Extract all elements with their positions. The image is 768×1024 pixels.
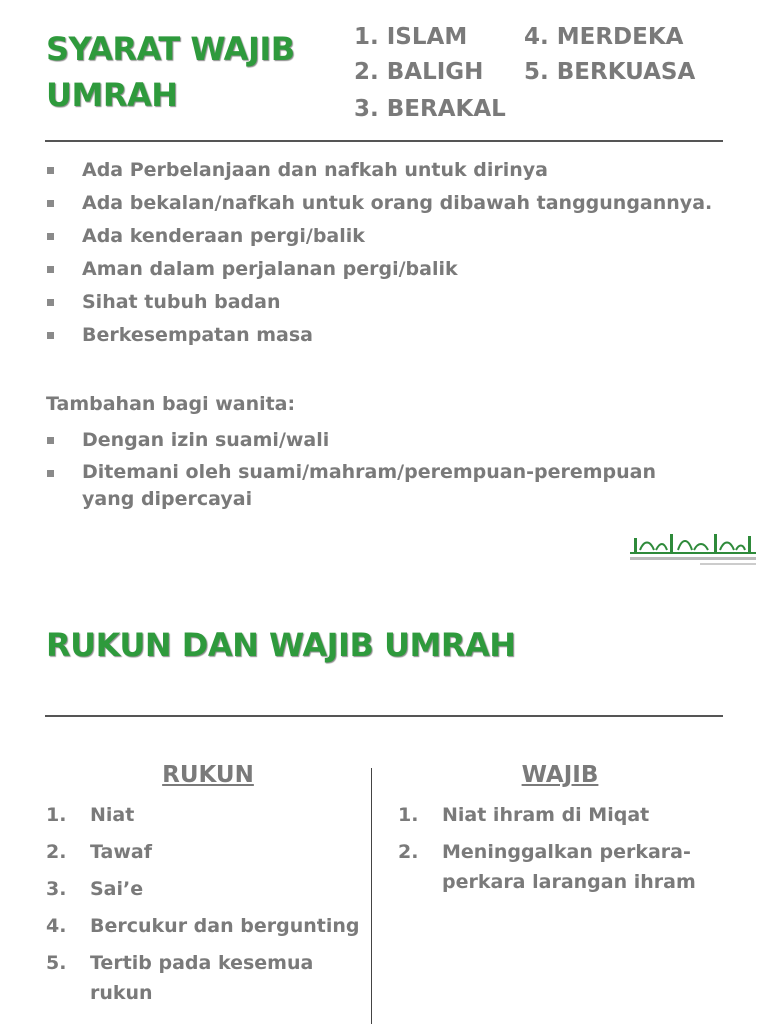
list-item: Ditemani oleh suami/mahram/perempuan-perempuan yang dipercayai bbox=[44, 459, 704, 513]
list-item: 1. Niat ihram di Miqat bbox=[398, 804, 650, 826]
condition-item: 3. BERAKAL bbox=[354, 96, 506, 122]
bullet-square-icon bbox=[47, 200, 54, 207]
rukun-list bbox=[46, 800, 361, 1015]
list-item: 2. Tawaf bbox=[46, 841, 152, 863]
list-item: 4. Bercukur dan bergunting bbox=[46, 915, 360, 937]
list-item: Aman dalam perjalanan pergi/balik bbox=[44, 255, 744, 283]
requirements-list bbox=[44, 156, 744, 354]
women-list bbox=[44, 426, 704, 518]
list-item: Ada Perbelanjaan dan nafkah untuk dirinya bbox=[44, 156, 744, 184]
condition-item: 4. MERDEKA bbox=[524, 24, 684, 50]
bullet-square-icon bbox=[47, 167, 54, 174]
list-item: 2. Meninggalkan perkara-perkara larangan ihram bbox=[398, 841, 696, 893]
list-item: Berkesempatan masa bbox=[44, 321, 744, 349]
condition-item: 2. BALIGH bbox=[354, 59, 484, 85]
divider bbox=[45, 140, 723, 142]
section-title-line-1: SYARAT WAJIB bbox=[46, 30, 295, 68]
bullet-square-icon bbox=[47, 437, 54, 444]
list-item: 5. Tertib pada kesemua rukun bbox=[46, 952, 314, 1004]
section-title-line-2: UMRAH bbox=[46, 76, 178, 114]
section-title bbox=[46, 26, 295, 118]
list-item: Dengan izin suami/wali bbox=[44, 426, 704, 454]
wajib-heading: WAJIB bbox=[521, 762, 599, 788]
bullet-square-icon bbox=[47, 332, 54, 339]
logo-graphic bbox=[630, 528, 756, 568]
list-item: Ada bekalan/nafkah untuk orang dibawah tanggungannya. bbox=[44, 189, 744, 217]
bullet-square-icon bbox=[47, 470, 54, 477]
section-title-rukun-wajib: RUKUN DAN WAJIB UMRAH bbox=[46, 626, 516, 664]
divider bbox=[45, 715, 723, 717]
condition-item: 1. ISLAM bbox=[354, 24, 468, 50]
bullet-square-icon bbox=[47, 266, 54, 273]
women-heading: Tambahan bagi wanita: bbox=[46, 393, 296, 415]
rukun-heading: RUKUN bbox=[162, 762, 254, 788]
column-divider bbox=[371, 768, 372, 1024]
list-item: 1. Niat bbox=[46, 804, 135, 826]
wajib-list bbox=[398, 800, 698, 904]
bullet-square-icon bbox=[47, 233, 54, 240]
company-logo bbox=[630, 528, 756, 568]
list-item: Sihat tubuh badan bbox=[44, 288, 744, 316]
condition-item: 5. BERKUASA bbox=[524, 59, 696, 85]
list-item: 3. Sai’e bbox=[46, 878, 144, 900]
list-item: Ada kenderaan pergi/balik bbox=[44, 222, 744, 250]
bullet-square-icon bbox=[47, 299, 54, 306]
